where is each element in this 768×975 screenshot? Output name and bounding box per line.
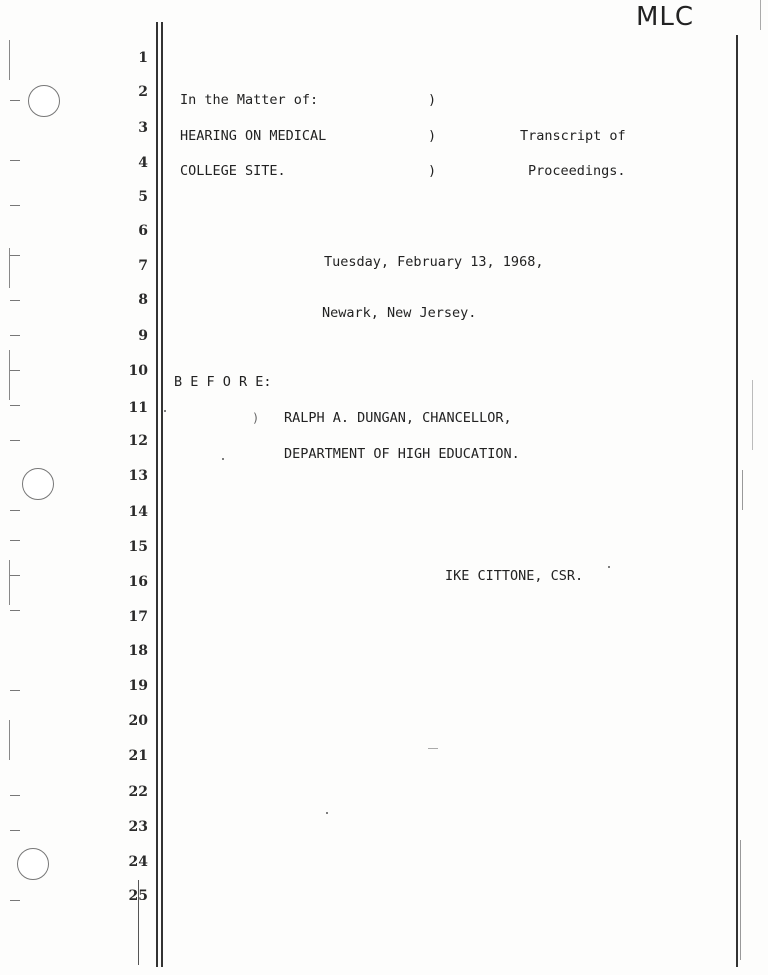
edge-tick bbox=[10, 160, 20, 161]
edge-tick bbox=[10, 510, 20, 511]
margin-rule-left-inner bbox=[161, 22, 163, 967]
hearing-date: Tuesday, February 13, 1968, bbox=[324, 254, 544, 270]
punch-hole bbox=[28, 85, 60, 117]
official-department: DEPARTMENT OF HIGH EDUCATION. bbox=[284, 446, 520, 462]
scan-speck bbox=[608, 566, 610, 568]
edge-mark bbox=[9, 40, 10, 80]
caption-transcript-label: Transcript of bbox=[520, 128, 626, 144]
line-number: 3 bbox=[138, 120, 148, 136]
caption-paren: ) bbox=[428, 92, 437, 108]
before-paren: ) bbox=[252, 411, 260, 425]
edge-tick bbox=[10, 830, 20, 831]
line-number: 21 bbox=[128, 748, 148, 764]
line-number: 12 bbox=[128, 433, 148, 449]
line-number: 16 bbox=[128, 574, 148, 590]
line-number: 1 bbox=[138, 50, 148, 66]
line-number: 14 bbox=[128, 504, 148, 520]
scan-speck bbox=[222, 458, 224, 460]
punch-hole bbox=[22, 468, 54, 500]
line-number: 10 bbox=[128, 363, 148, 379]
scan-speck bbox=[742, 470, 743, 510]
line-number: 4 bbox=[138, 155, 148, 171]
edge-tick bbox=[10, 690, 20, 691]
edge-tick bbox=[10, 370, 20, 371]
hearing-location: Newark, New Jersey. bbox=[322, 305, 477, 321]
line-number: 15 bbox=[128, 539, 148, 555]
edge-tick bbox=[10, 100, 20, 101]
handwritten-initials: MLC bbox=[636, 2, 695, 32]
edge-mark bbox=[9, 560, 10, 605]
edge-tick bbox=[10, 405, 20, 406]
line-number: 5 bbox=[138, 189, 148, 205]
court-reporter: IKE CITTONE, CSR. bbox=[445, 568, 584, 584]
scan-speck bbox=[428, 748, 438, 749]
edge-tick bbox=[10, 575, 20, 576]
caption-proceedings-label: Proceedings. bbox=[528, 163, 626, 179]
edge-tick bbox=[10, 300, 20, 301]
caption-site-line: COLLEGE SITE. bbox=[180, 163, 286, 179]
line-number: 22 bbox=[128, 784, 148, 800]
edge-mark bbox=[9, 248, 10, 288]
edge-tick bbox=[10, 540, 20, 541]
line-number: 23 bbox=[128, 819, 148, 835]
line-number: 7 bbox=[138, 258, 148, 274]
scan-speck bbox=[164, 410, 166, 412]
line-number: 20 bbox=[128, 713, 148, 729]
scan-speck bbox=[326, 812, 328, 814]
line-number: 19 bbox=[128, 678, 148, 694]
line-number: 2 bbox=[138, 84, 148, 100]
scan-speck bbox=[760, 0, 761, 30]
line-number: 6 bbox=[138, 223, 148, 239]
line-number: 17 bbox=[128, 609, 148, 625]
edge-tick bbox=[10, 440, 20, 441]
edge-tick bbox=[10, 205, 20, 206]
line-number: 18 bbox=[128, 643, 148, 659]
edge-tick bbox=[10, 255, 20, 256]
line-number: 9 bbox=[138, 328, 148, 344]
line-number: 13 bbox=[128, 468, 148, 484]
scan-speck bbox=[740, 840, 741, 960]
line-number: 8 bbox=[138, 292, 148, 308]
edge-mark bbox=[9, 350, 10, 400]
punch-hole bbox=[17, 848, 49, 880]
edge-tick bbox=[10, 900, 20, 901]
official-name: RALPH A. DUNGAN, CHANCELLOR, bbox=[284, 410, 512, 426]
line-number: 24 bbox=[128, 854, 148, 870]
before-heading: B E F O R E: bbox=[174, 374, 272, 390]
line-number: 25 bbox=[128, 888, 148, 904]
caption-hearing-line: HEARING ON MEDICAL bbox=[180, 128, 327, 144]
line-number: 11 bbox=[128, 400, 148, 416]
margin-rule-left bbox=[156, 22, 158, 967]
edge-tick bbox=[10, 610, 20, 611]
edge-tick bbox=[10, 795, 20, 796]
caption-matter-line: In the Matter of: bbox=[180, 92, 319, 108]
scan-speck bbox=[752, 380, 753, 450]
edge-tick bbox=[10, 335, 20, 336]
caption-paren: ) bbox=[428, 163, 437, 179]
caption-paren: ) bbox=[428, 128, 437, 144]
edge-mark bbox=[9, 720, 10, 760]
margin-rule-right bbox=[736, 35, 738, 967]
